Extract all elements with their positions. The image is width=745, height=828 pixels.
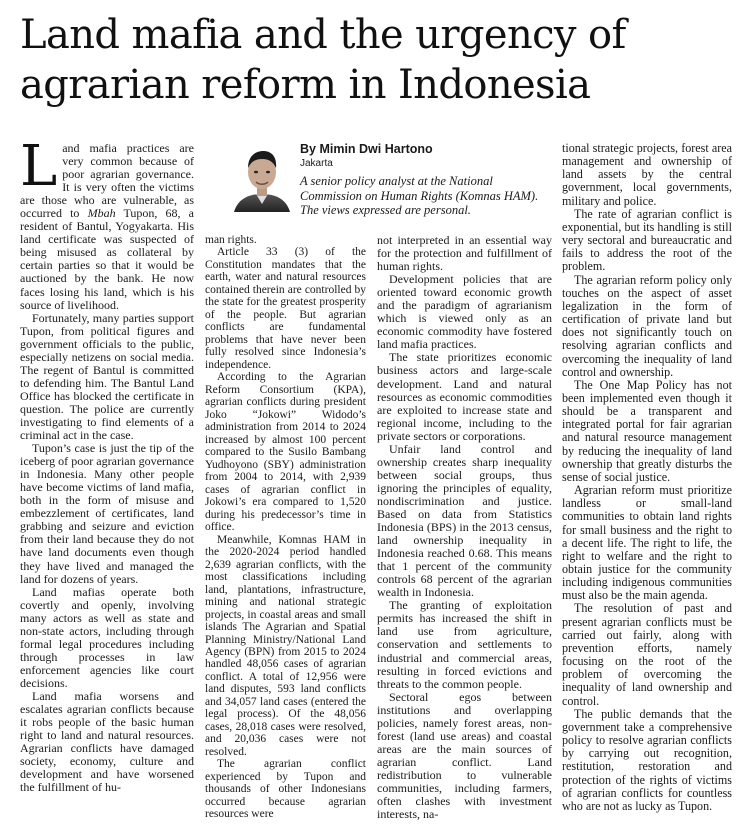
paragraph: The agrarian reform policy only touches on the aspect of asset legalization in the form of certification of private land but does not significantly touch on resolving agrarian conflicts and overcoming the inequality of land control and ownership. (562, 272, 732, 379)
article-column-2 (205, 234, 366, 821)
byline: By Mimin Dwi Hartono (300, 142, 433, 156)
paragraph: Land mafias operate both covertly and openly, involving many actors as well as state and non-state actors, including through formal legal procedures including through processes in law enforcement agencies like court decisions. (20, 584, 194, 690)
paragraph: Agrarian reform must prioritize landless or small-land communities to obtain land rights for small business and the right to a decent life. The right to life, the right to welfare and the right to obtain justice for the community including indigenous communities must also be the main agenda. (562, 483, 732, 603)
paragraph: Meanwhile, Komnas HAM in the 2020-2024 period handled 2,639 agrarian conflicts, with the most classifications including land, plantations, infrastructure, mining and national strategic projects, in coastal areas and small islands The Agrarian and Spatial Planning Ministry/National Land Agency (BPN) from 2015 to 2024 handled 48,056 cases of agrarian conflict. A total of 12,956 were land disputes, 593 land conflicts and 34,057 land cases (entered the legal process). Of the 48,056 cases, 28,018 cases were resolved, and 20,036 cases were not resolved. (205, 533, 366, 758)
paragraph-text: and mafia practices are very common because of poor agrarian governance. It is very often the victims are those who are vulnerable, as occurred to Mbah Tupon, 68, a resident of Bantul, Yogyakarta. His land certificate was suspected of being misused as collateral by certain parties so that it would be auctioned by the bank. He now faces losing his land, which is his source of livelihood. (20, 141, 194, 312)
paragraph: Unfair land control and ownership creates sharp inequality between social groups, thus ignoring the principles of equality, nondiscrimination and justice. Based on data from Statistics Indonesia (BPS) in the 2013 census, land ownership inequality in Indonesia reached 0.68. This means that 1 percent of the community controls 68 percent of the agrarian wealth in Indonesia. (377, 441, 552, 600)
paragraph: Article 33 (3) of the Constitution mandates that the earth, water and natural resources contained therein are controlled by the state for the greatest prosperity of the people. But agrarian conflicts are fundamental problems that have never been fully resolved since Indonesia’s independence. (205, 246, 366, 371)
author-photo (228, 144, 296, 212)
paragraph: Fortunately, many parties support Tupon, from political figures and government officials to the public, especially netizens on social media. The regent of Bantul is committed to defending him. The Bantul Land Office has blocked the certificate in question. The police are currently investigating to find elements of a criminal act in the case. (20, 310, 194, 443)
paragraph: Development policies that are oriented toward economic growth and the paradigm of agrarianism which is viewed only as an economic commodity have fostered land mafia practices. (377, 272, 552, 352)
paragraph: According to the Agrarian Reform Consortium (KPA), agrarian conflicts during president Joko “Jokowi” Widodo’s administration from 2014 to 2024 increased by almost 100 percent compared to the Susilo Bambang Yudhoyono (SBY) administration from 2004 to 2014, with 2,939 cases of agrarian conflict in Jokowi’s era compared to 1,520 during his predecessor’s time in office. (205, 371, 366, 534)
paragraph: The public demands that the government take a comprehensive policy to resolve agrarian conflicts by carrying out recognition, restitution, restoration and protection of the rights of victims of agrarian conflicts for countless who are not as lucky as Tupon. (562, 706, 732, 813)
paragraph: Tupon’s case is just the tip of the iceberg of poor agrarian governance in Indonesia. Many other people have become victims of land mafia, both in the form of misuse and embezzlement of certificates, land grabbing and seizure and eviction from their land because they do not have land documents even though they have lived and managed the land for dozens of years. (20, 441, 194, 586)
byline-block (300, 142, 555, 218)
paragraph: not interpreted in an essential way for the protection and fulfillment of human rights. (377, 233, 552, 274)
article-column-1 (20, 134, 194, 795)
article-column-3 (377, 234, 552, 821)
drop-cap: L (20, 134, 58, 199)
paragraph: The agrarian conflict experienced by Tupon and thousands of other Indonesians occurred because agrarian resources were (205, 758, 366, 821)
paragraph: The state prioritizes economic business actors and large-scale development. Land and natural resources as economic commodities are exploited to increase state and regional income, including to the private sectors or corporations. (377, 350, 552, 443)
paragraph: Sectoral egos between institutions and overlapping policies, namely forest areas, non-forest (land use areas) and coastal areas are the main sources of agrarian conflict. Land redistribution to vulnerable communities, including farmers, often clashes with investment interests, na- (377, 689, 552, 822)
paragraph: The resolution of past and present agrarian conflicts must be carried out fairly, along with prevention efforts, namely focusing on the root of the problem of overcoming the inequality of land ownership and control. (562, 601, 732, 708)
paragraph: The granting of exploitation permits has increased the shift in land use from agriculture, conservation and settlements to industrial and commercial areas, resulting in forced evictions and threats to the common people. (377, 598, 552, 691)
article-headline: Land mafia and the urgency of agrarian reform in Indonesia (20, 12, 626, 108)
paragraph: The rate of agrarian conflict is exponential, but its handling is still very sectoral and bureaucratic and fails to address the root of the problem. (562, 206, 732, 274)
paragraph (20, 134, 194, 312)
dateline: Jakarta (300, 158, 333, 169)
paragraph: man rights. (205, 234, 257, 246)
paragraph: tional strategic projects, forest area management and ownership of land assets by the central government, local governments, military and police. (562, 141, 732, 208)
article-column-4 (562, 142, 732, 813)
paragraph: Land mafia worsens and escalates agrarian conflicts because it robs people of the basic human right to land and natural resources. Agrarian conflicts have damaged society, economy, culture and development and have worsened the fulfillment of hu- (20, 688, 194, 795)
author-bio: A senior policy analyst at the National Commission on Human Rights (Komnas HAM). The views expressed are personal. (300, 174, 539, 217)
paragraph: The One Map Policy has not been implemented even though it should be a transparent and integrated portal for fair agrarian and natural resource management by reducing the inequality of land ownership that greatly disturbs the sense of social justice. (562, 377, 732, 484)
